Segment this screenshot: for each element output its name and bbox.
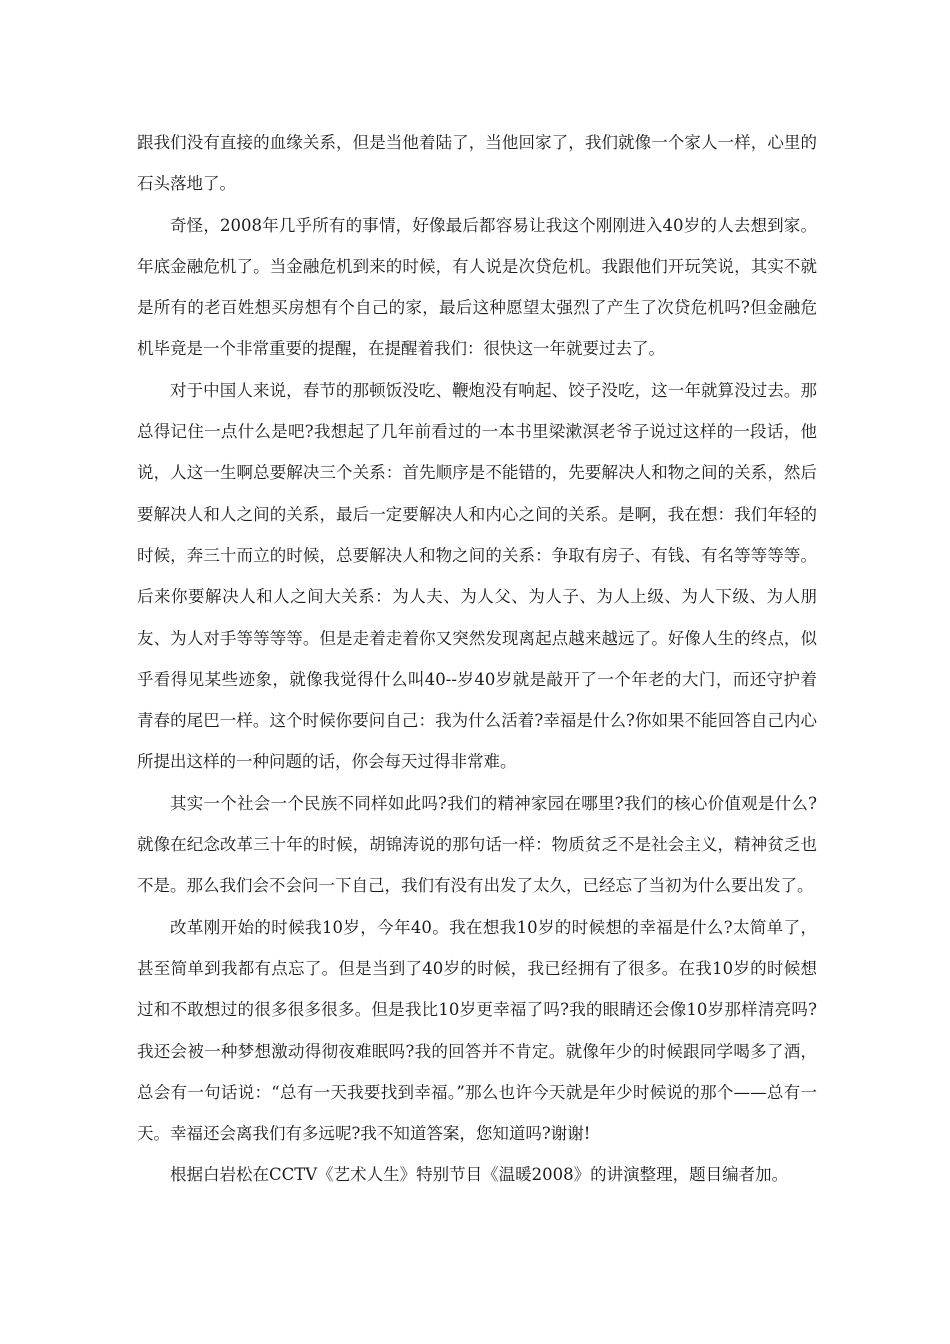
paragraph-continuation: 跟我们没有直接的血缘关系，但是当他着陆了，当他回家了，我们就像一个家人一样，心里的石头落地了。 (137, 133, 817, 194)
document-body (137, 122, 817, 1196)
paragraph-source-note: 根据白岩松在CCTV《艺术人生》特别节目《温暖2008》的讲演整理，题目编者加。 (170, 1165, 789, 1185)
paragraph-spiritual-home: 其实一个社会一个民族不同样如此吗?我们的精神家园在哪里?我们的核心价值观是什么?就像在纪念改革三十年的时候，胡锦涛说的那句话一样：物质贫乏不是社会主义，精神贫乏也不是。那么我们会不会问一下自己，我们有没有出发了太久，已经忘了当初为什么要出发了。 (137, 793, 817, 896)
paragraph-happiness: 改革刚开始的时候我10岁，今年40。我在想我10岁的时候想的幸福是什么?太简单了，甚至简单到我都有点忘了。但是当到了40岁的时候，我已经拥有了很多。在我10岁的时候想过和不敢想过的很多很多很多。但是我比10岁更幸福了吗?我的眼睛还会像10岁那样清亮吗?我还会被一种梦想激动得彻夜难眠吗?我的回答并不肯定。就像年少的时候跟同学喝多了酒，总会有一句话说：“总有一天我要找到幸福。”那么也许今天就是年少时候说的那个——总有一天。幸福还会离我们有多远呢?我不知道答案，您知道吗?谢谢! (137, 917, 817, 1144)
paragraph-2008-home: 奇怪，2008年几乎所有的事情，好像最后都容易让我这个刚刚进入40岁的人去想到家。年底金融危机了。当金融危机到来的时候，有人说是次贷危机。我跟他们开玩笑说，其实不就是所有的老百姓想买房想有个自己的家，最后这种愿望太强烈了产生了次贷危机吗?但金融危机毕竟是一个非常重要的提醒，在提醒着我们：很快这一年就要过去了。 (137, 215, 817, 359)
paragraph-three-relationships: 对于中国人来说，春节的那顿饭没吃、鞭炮没有响起、饺子没吃，这一年就算没过去。那总得记住一点什么是吧?我想起了几年前看过的一本书里梁漱溟老爷子说过这样的一段话，他说，人这一生啊总要解决三个关系：首先顺序是不能错的，先要解决人和物之间的关系，然后要解决人和人之间的关系，最后一定要解决人和内心之间的关系。是啊，我在想：我们年轻的时候，奔三十而立的时候，总要解决人和物之间的关系：争取有房子、有钱、有名等等等等。后来你要解决人和人之间大关系：为人夫、为人父、为人子、为人上级、为人下级、为人朋友、为人对手等等等等。但是走着走着你又突然发现离起点越来越远了。好像人生的终点，似乎看得见某些迹象，就像我觉得什么叫40--岁40岁就是敲开了一个年老的大门，而还守护着青春的尾巴一样。这个时候你要问自己：我为什么活着?幸福是什么?你如果不能回答自己内心所提出这样的一种问题的话，你会每天过得非常难。 (137, 380, 817, 772)
